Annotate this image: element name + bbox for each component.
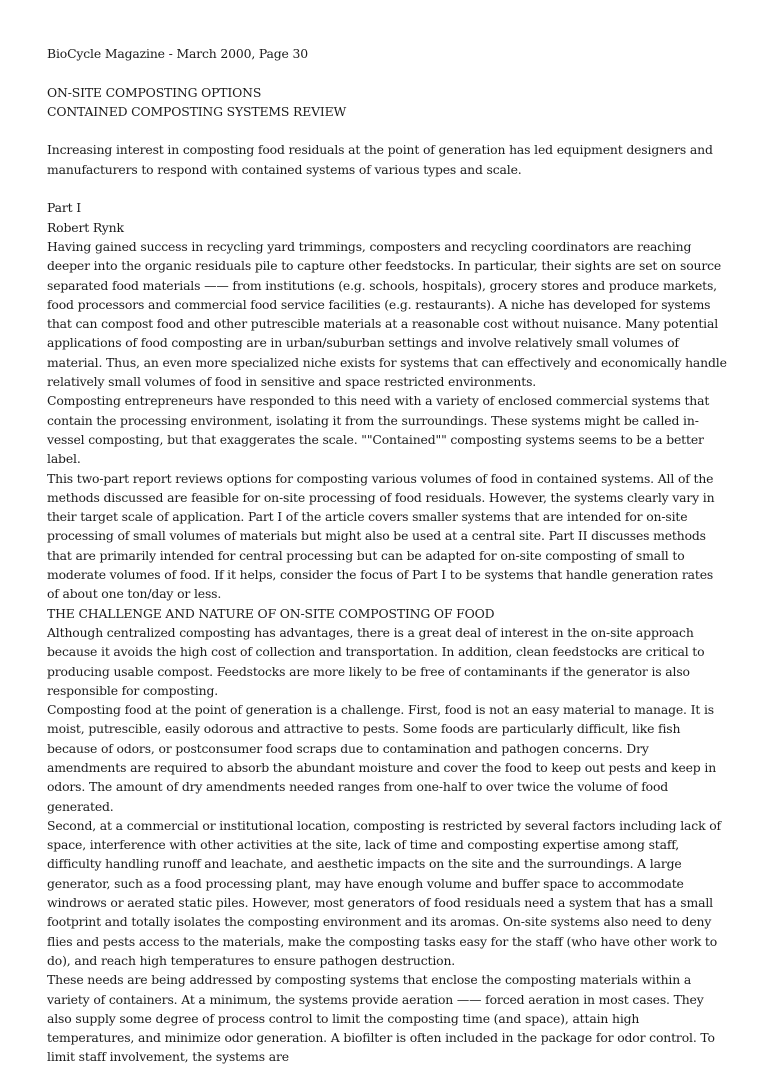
article-page [47,44,727,1067]
section-heading: THE CHALLENGE AND NATURE OF ON-SITE COMPOSTING OF FOOD [47,605,495,621]
part-label: Part I [47,200,82,216]
body-paragraph: Although centralized composting has advantages, there is a great deal of interest in the on-site approach because it avoids the high cost of collection and transportation. In addition, clean feedstocks are critical to producing usable compost. Feedstocks are more likely to be free of contaminants if the generator is also responsible for composting. [47,624,705,698]
title-line-1: ON-SITE COMPOSTING OPTIONS [47,84,262,100]
source-line: BioCycle Magazine - March 2000, Page 30 [47,46,308,61]
body-paragraph: This two-part report reviews options for composting various volumes of food in contained systems. All of the methods discussed are feasible for on-site processing of food residuals. However, the systems clearly vary in their target scale of application. Part I of the article covers smaller systems that are intended for on-site processing of small volumes of materials but might also be used at a central site. Part II discusses methods that are primarily intended for central processing but can be adapted for on-site composting of small to moderate volumes of food. If it helps, consider the focus of Part I to be systems that handle generation rates of about one ton/day or less. [47,470,715,602]
body-paragraph: Composting food at the point of generation is a challenge. First, food is not an easy material to manage. It is moist, putrescible, easily odorous and attractive to pests. Some foods are particularly difficult, like fish because of odors, or postconsumer food scraps due to contamination and pathogen concerns. Dry amendments are required to absorb the abundant moisture and cover the food to keep out pests and keep in odors. The amount of dry amendments needed ranges from one-half to over twice the volume of food generated. [47,702,717,814]
body-paragraph: These needs are being addressed by composting systems that enclose the composting materials within a variety of containers. At a minimum, the systems provide aeration —— forced aeration in most cases. They also supply some degree of process control to limit the composting time (and space), attain high temperatures, and minimize odor generation. A biofilter is often included in the package for odor control. To limit staff involvement, the systems are [47,972,715,1065]
author-name: Robert Rynk [47,219,124,235]
body-paragraph: Composting entrepreneurs have responded to this need with a variety of enclosed commercial systems that contain the processing environment, isolating it from the surroundings. These systems might be called in-vessel composting, but that exaggerates the scale. ""Contained"" composting systems seems to be a better label. [47,393,710,467]
spacer [47,63,727,82]
intro-paragraph: Increasing interest in composting food residuals at the point of generation has led equipment designers and manufacturers to respond with contained systems of various types and scale. [47,142,713,177]
body-paragraph: Having gained success in recycling yard trimmings, composters and recycling coordinators are reaching deeper into the organic residuals pile to capture other feedstocks. In particular, their sights are set on source separated food materials —— from institutions (e.g. schools, hospitals), grocery stores and produce markets, food processors and commercial food service facilities (e.g. restaurants). A niche has developed for systems that can compost food and other putrescible materials at a reasonable cost without nuisance. Many potential applications of food composting are in urban/suburban settings and involve relatively small volumes of material. Thus, an even more specialized niche exists for systems that can effectively and economically handle relatively small volumes of food in sensitive and space restricted environments. [47,238,727,390]
spacer [47,179,727,198]
title-line-2: CONTAINED COMPOSTING SYSTEMS REVIEW [47,103,347,119]
spacer [47,121,727,140]
body-paragraph: Second, at a commercial or institutional location, composting is restricted by several factors including lack of space, interference with other activities at the site, lack of time and composting expertise among staff, difficulty handling runoff and leachate, and aesthetic impacts on the site and the surroundings. A large generator, such as a food processing plant, may have enough volume and buffer space to accommodate windrows or aerated static piles. However, most generators of food residuals need a system that has a small footprint and totally isolates the composting environment and its aromas. On-site systems also need to deny flies and pests access to the materials, make the composting tasks easy for the staff (who have other work to do), and reach high temperatures to ensure pathogen destruction. [47,817,721,968]
